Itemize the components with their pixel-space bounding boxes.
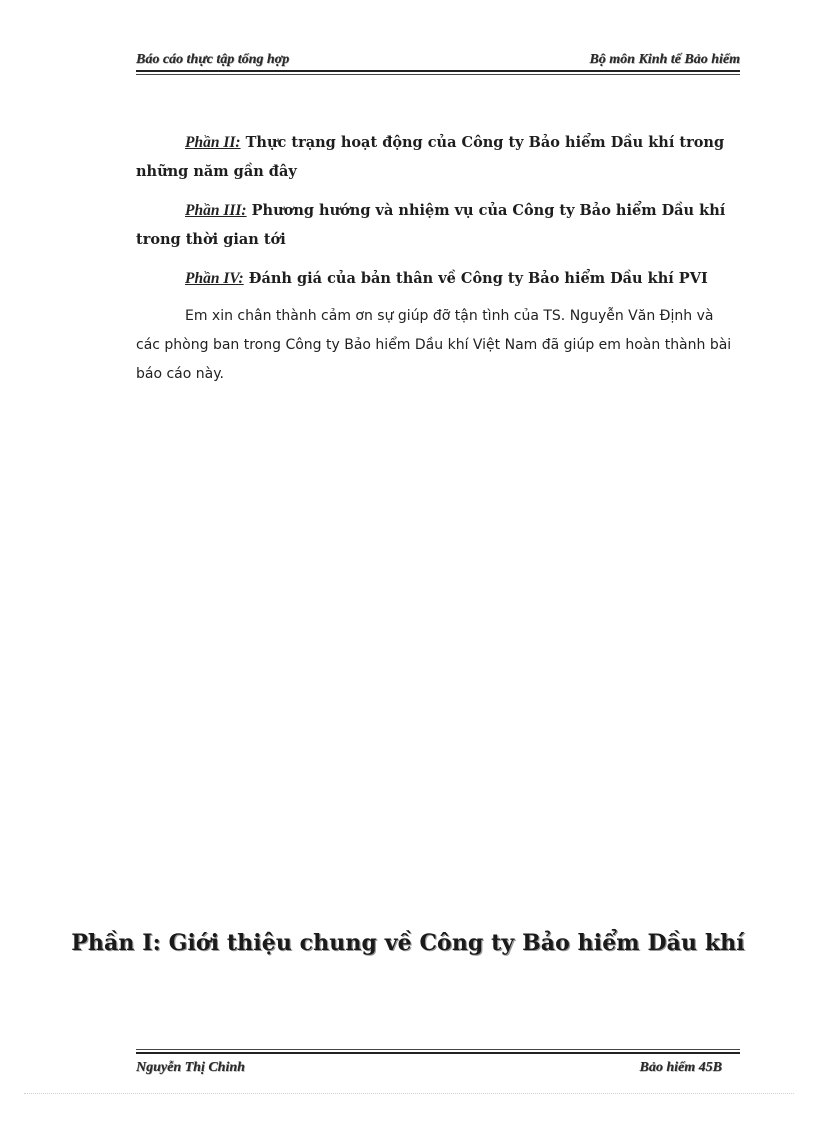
section-heading: Phần I: Giới thiệu chung về Công ty Bảo hiểm Dầu khí [71, 930, 745, 956]
header-report-title: Báo cáo thực tập tổng hợp [136, 52, 290, 67]
header-rule-thin [136, 74, 740, 75]
section-label: Phần II: [185, 134, 241, 151]
header-department: Bộ môn Kinh tế Bảo hiểm [589, 52, 740, 67]
section-text: Thực trạng hoạt động của Công ty Bảo hiểm Dầu khí trong những năm gần đây [136, 134, 725, 180]
footer-rule [136, 1052, 740, 1054]
section-item-part-2 [136, 128, 732, 186]
acknowledgement-paragraph [136, 302, 732, 389]
section-item-part-4 [136, 264, 732, 293]
section-text: Phương hướng và nhiệm vụ của Công ty Bảo hiểm Dầu khí trong thời gian tới [136, 202, 726, 248]
header-rule [136, 70, 740, 72]
acknowledgement-text: Em xin chân thành cảm ơn sự giúp đỡ tận tình của TS. Nguyễn Văn Định và các phòng ban trong Công ty Bảo hiểm Dầu khí Việt Nam đã giúp em hoàn thành bài báo cáo này. [136, 308, 732, 382]
section-item-part-3 [136, 196, 732, 254]
page-bottom-edge [24, 1093, 794, 1095]
section-label: Phần III: [185, 202, 247, 219]
section-label: Phần IV: [185, 270, 244, 287]
page-footer [136, 1056, 722, 1076]
footer-rule-thin [136, 1049, 740, 1050]
footer-class: Bảo hiểm 45B [639, 1060, 722, 1075]
footer-author: Nguyễn Thị Chinh [136, 1060, 245, 1075]
section-text: Đánh giá của bản thân về Công ty Bảo hiểm Dầu khí PVI [248, 270, 708, 287]
page-header [136, 50, 740, 68]
